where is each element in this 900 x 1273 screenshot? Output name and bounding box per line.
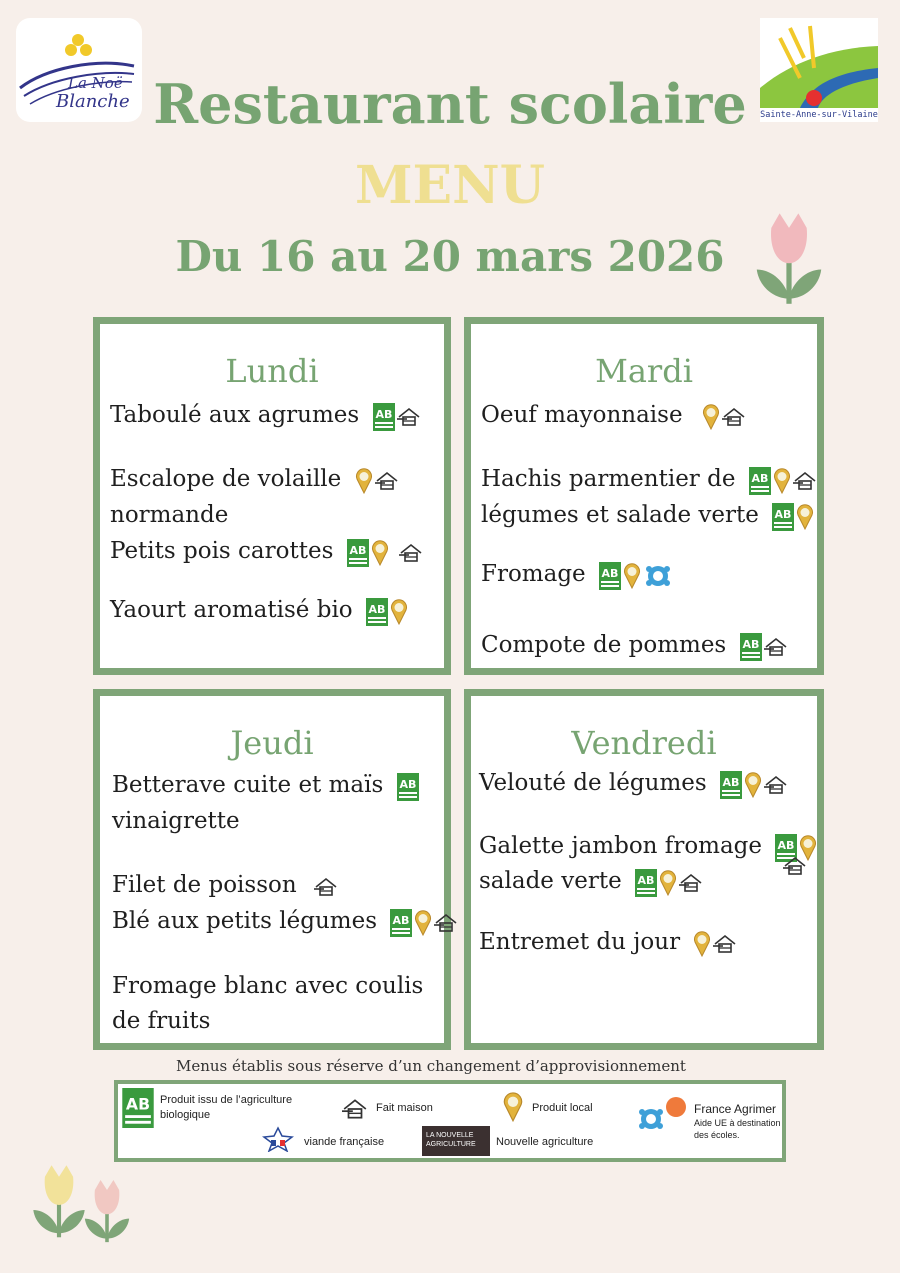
- fait-maison-icon: [764, 775, 788, 795]
- legend-fait-maison: Fait maison: [376, 1102, 433, 1114]
- fait-maison-icon: [397, 407, 421, 427]
- nouvelle-agriculture-logo: [422, 1126, 490, 1156]
- ab-bio-icon: [720, 771, 742, 799]
- day-title: Lundi: [225, 352, 319, 390]
- france-agrimer-icon: [638, 1106, 664, 1132]
- menu-item: Filet de poisson: [112, 867, 338, 904]
- menu-item: Velouté de légumes: [479, 765, 788, 802]
- produit-local-icon: [659, 870, 677, 896]
- menu-subtitle: MENU: [354, 155, 546, 216]
- fait-maison-icon: [314, 877, 338, 897]
- day-card-mardi: [464, 317, 824, 675]
- nouvelle-agri-logo-line2: AGRICULTURE: [426, 1141, 476, 1148]
- legend-viande: viande française: [304, 1136, 385, 1148]
- produit-local-icon: [796, 504, 814, 530]
- yellow-tulip-icon: [30, 1150, 88, 1250]
- date-range: Du 16 au 20 mars 2026: [175, 232, 725, 281]
- menu-item: normande: [110, 502, 229, 528]
- menu-item: Entremet du jour: [479, 924, 737, 961]
- fait-maison-icon: [713, 934, 737, 954]
- ab-bio-icon: [366, 598, 388, 626]
- menu-item: légumes et salade verte: [481, 497, 814, 534]
- day-card-lundi: [93, 317, 451, 675]
- fait-maison-icon: [434, 913, 458, 933]
- fait-maison-icon: [764, 637, 788, 657]
- logo-left-line1: La Noë: [68, 74, 123, 92]
- page-title: Restaurant scolaire: [153, 72, 747, 136]
- menu-item: Blé aux petits légumes: [112, 903, 458, 940]
- legend-nouvelle-agriculture: Nouvelle agriculture: [496, 1136, 594, 1148]
- produit-local-icon: [355, 468, 373, 494]
- pink-tulip-small-icon: [82, 1168, 132, 1252]
- nouvelle-agri-logo-line1: LA NOUVELLE: [426, 1132, 474, 1139]
- legend-france-agrimer-desc1: Aide UE à destination: [694, 1118, 781, 1128]
- day-title: Mardi: [595, 352, 693, 390]
- menu-item: Oeuf mayonnaise: [481, 397, 746, 434]
- ab-bio-icon: [122, 1088, 154, 1128]
- logo-left-line2: Blanche: [56, 91, 130, 112]
- produit-local-icon: [414, 910, 432, 936]
- day-title: Vendredi: [571, 724, 717, 762]
- menu-item: Hachis parmentier de: [481, 461, 817, 498]
- ab-bio-icon: [373, 403, 395, 431]
- fait-maison-icon: [783, 856, 807, 876]
- day-card-jeudi: [93, 689, 451, 1050]
- ab-bio-icon: [749, 467, 771, 495]
- legend-bio-line1: Produit issu de l’agriculture: [160, 1094, 293, 1106]
- logo-right-caption: Sainte-Anne-sur-Vilaine: [760, 110, 878, 120]
- france-agrimer-icon: [645, 563, 671, 589]
- menu-item: Petits pois carottes: [110, 533, 423, 570]
- ab-bio-icon: [390, 909, 412, 937]
- produit-local-icon: [502, 1092, 524, 1122]
- fait-maison-icon: [375, 471, 399, 491]
- day-title: Jeudi: [230, 724, 314, 762]
- flower-icon: [65, 34, 92, 56]
- produit-local-icon: [623, 563, 641, 589]
- produit-local-icon: [693, 931, 711, 957]
- day-card-vendredi: [464, 689, 824, 1050]
- apple-icon: [664, 1094, 688, 1118]
- menu-item: de fruits: [112, 1008, 211, 1034]
- legend-bio-line2: biologique: [160, 1109, 211, 1121]
- menu-item: Escalope de volaille: [110, 461, 399, 498]
- fait-maison-icon: [793, 471, 817, 491]
- produit-local-icon: [390, 599, 408, 625]
- menu-item: Compote de pommes: [481, 627, 788, 664]
- menu-item: Fromage blanc avec coulis: [112, 973, 424, 999]
- ab-bio-icon: [740, 633, 762, 661]
- ab-bio-icon: [397, 773, 419, 801]
- legend-france-agrimer-desc2: des écoles.: [694, 1130, 740, 1140]
- menu-item: Taboulé aux agrumes: [110, 397, 421, 434]
- produit-local-icon: [744, 772, 762, 798]
- fait-maison-icon: [679, 873, 703, 893]
- supply-disclaimer: Menus établis sous réserve d’un changement d’approvisionnement: [176, 1057, 686, 1075]
- pink-tulip-icon: [752, 205, 826, 309]
- menu-item: Betterave cuite et maïs: [112, 767, 419, 804]
- menu-item: vinaigrette: [112, 808, 240, 834]
- fait-maison-icon: [342, 1098, 368, 1120]
- fait-maison-icon: [399, 543, 423, 563]
- legend-produit-local: Produit local: [532, 1102, 593, 1114]
- menu-item: salade verte: [479, 863, 703, 900]
- produit-local-icon: [702, 404, 720, 430]
- fait-maison-icon: [722, 407, 746, 427]
- legend-box: [114, 1080, 786, 1162]
- legend-france-agrimer: France Agrimer: [694, 1102, 777, 1116]
- ab-bio-icon: [347, 539, 369, 567]
- menu-item: Galette jambon fromage: [479, 828, 817, 865]
- viande-francaise-icon: [262, 1126, 294, 1152]
- ab-bio-icon: [635, 869, 657, 897]
- ab-bio-icon: [772, 503, 794, 531]
- produit-local-icon: [371, 540, 389, 566]
- menu-item: Fromage: [481, 556, 671, 593]
- produit-local-icon: [773, 468, 791, 494]
- ab-bio-icon: [599, 562, 621, 590]
- menu-item: Yaourt aromatisé bio: [110, 592, 408, 629]
